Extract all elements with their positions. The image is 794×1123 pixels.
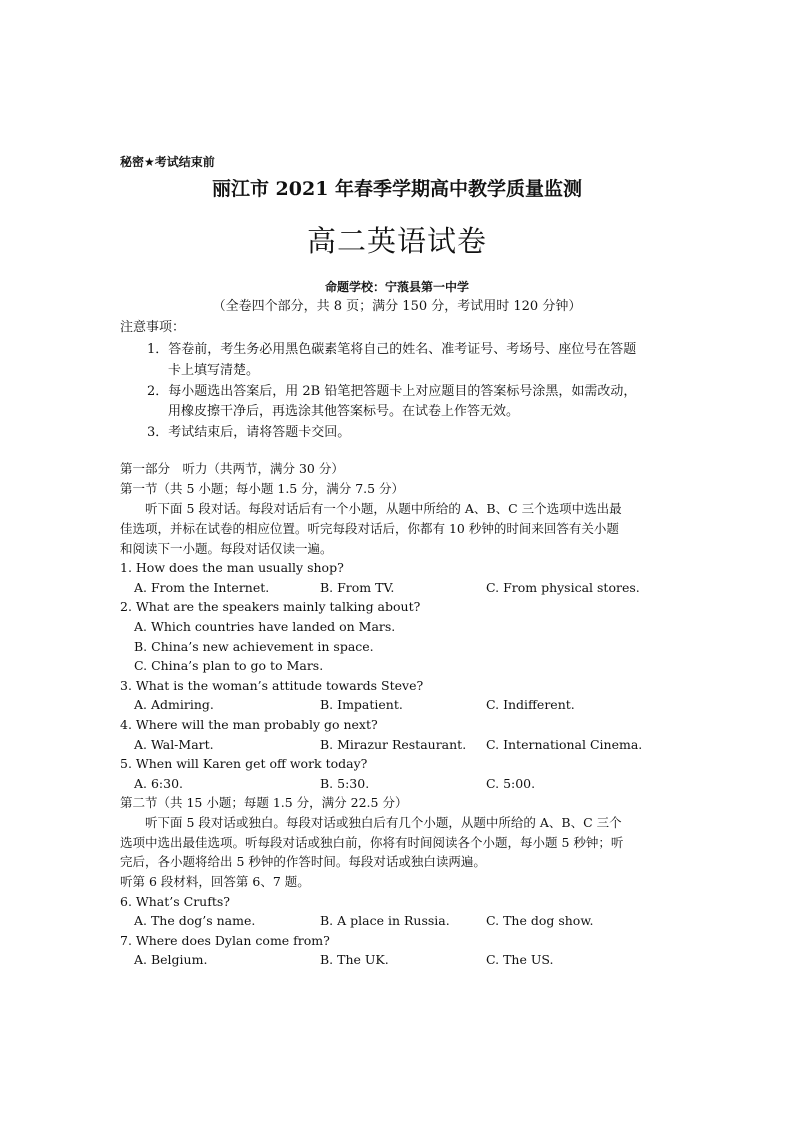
section-1-instruction-3: 和阅读下一小题。每段对话仅读一遍。: [120, 541, 333, 556]
question-4-option-b: B. Mirazur Restaurant.: [320, 737, 467, 752]
question-3-option-a: A. Admiring.: [134, 697, 214, 712]
part-1-heading: 第一部分 听力（共两节，满分 30 分）: [120, 461, 344, 476]
question-6: 6. What’s Crufts?: [120, 894, 230, 909]
note-1-line-1: 1．答卷前，考生务必用黑色碳素笔将自己的姓名、准考证号、考场号、座位号在答题: [147, 342, 637, 357]
question-4: 4. Where will the man probably go next?: [120, 717, 378, 732]
question-5: 5. When will Karen get off work today?: [120, 756, 368, 771]
question-1-option-a: A. From the Internet.: [134, 580, 270, 595]
confidential-label: 秘密★考试结束前: [120, 155, 215, 169]
question-5-option-c: C. 5:00.: [486, 776, 536, 791]
question-5-option-a: A. 6:30.: [134, 776, 184, 791]
question-3: 3. What is the woman’s attitude towards Steve?: [120, 678, 424, 693]
note-1-line-2: 卡上填写清楚。: [168, 363, 260, 378]
section-2-instruction-1: 听下面 5 段对话或独白。每段对话或独白后有几个小题，从题中所给的 A、B、C 三个: [120, 815, 622, 830]
section-2-instruction-2: 选项中选出最佳选项。听每段对话或独白前，你将有时间阅读各个小题，每小题 5 秒钟；听: [120, 835, 624, 850]
note-2-line-2: 用橡皮擦干净后，再选涂其他答案标号。在试卷上作答无效。: [168, 404, 520, 419]
question-7: 7. Where does Dylan come from?: [120, 933, 330, 948]
question-1: 1. How does the man usually shop?: [120, 560, 344, 575]
question-6-option-a: A. The dog’s name.: [134, 913, 256, 928]
exam-totals: （全卷四个部分，共 8 页；满分 150 分，考试用时 120 分钟）: [212, 299, 582, 314]
question-2-option-a: A. Which countries have landed on Mars.: [134, 619, 396, 634]
question-2-option-b: B. China’s new achievement in space.: [134, 639, 374, 654]
question-5-option-b: B. 5:30.: [320, 776, 370, 791]
question-7-option-b: B. The UK.: [320, 952, 389, 967]
section-1-instruction-2: 佳选项，并标在试卷的相应位置。听完每段对话后，你都有 10 秒钟的时间来回答有关小题: [120, 521, 619, 536]
question-2: 2. What are the speakers mainly talking about?: [120, 599, 421, 614]
question-7-option-a: A. Belgium.: [134, 952, 208, 967]
question-3-option-b: B. Impatient.: [320, 697, 403, 712]
question-3-option-c: C. Indifferent.: [486, 697, 575, 712]
question-1-option-b: B. From TV.: [320, 580, 395, 595]
section-2-instruction-3: 完后，各小题将给出 5 秒钟的作答时间。每段对话或独白读两遍。: [120, 854, 486, 869]
exam-subtitle: 丽江市 2021 年春季学期高中教学质量监测: [211, 178, 583, 200]
page-title: 高二英语试卷: [306, 224, 487, 258]
school-line: 命题学校：宁蒗县第一中学: [324, 280, 469, 294]
notes-heading: 注意事项：: [120, 320, 186, 335]
note-3-line-1: 3．考试结束后，请将答题卡交回。: [147, 425, 351, 440]
question-7-option-c: C. The US.: [486, 952, 554, 967]
section-1-instruction-1: 听下面 5 段对话。每段对话后有一个小题，从题中所给的 A、B、C 三个选项中选出最: [120, 501, 622, 516]
question-4-option-a: A. Wal-Mart.: [134, 737, 214, 752]
question-6-option-b: B. A place in Russia.: [320, 913, 450, 928]
question-1-option-c: C. From physical stores.: [486, 580, 640, 595]
section-1-heading: 第一节（共 5 小题；每小题 1.5 分，满分 7.5 分）: [120, 481, 405, 496]
note-2-line-1: 2．每小题选出答案后，用 2B 铅笔把答题卡上对应题目的答案标号涂黑，如需改动，: [147, 384, 637, 399]
material-6-label: 听第 6 段材料，回答第 6、7 题。: [120, 874, 310, 889]
question-4-option-c: C. International Cinema.: [486, 737, 643, 752]
section-2-heading: 第二节（共 15 小题；每题 1.5 分，满分 22.5 分）: [120, 795, 408, 810]
question-6-option-c: C. The dog show.: [486, 913, 594, 928]
question-2-option-c: C. China’s plan to go to Mars.: [134, 658, 324, 673]
